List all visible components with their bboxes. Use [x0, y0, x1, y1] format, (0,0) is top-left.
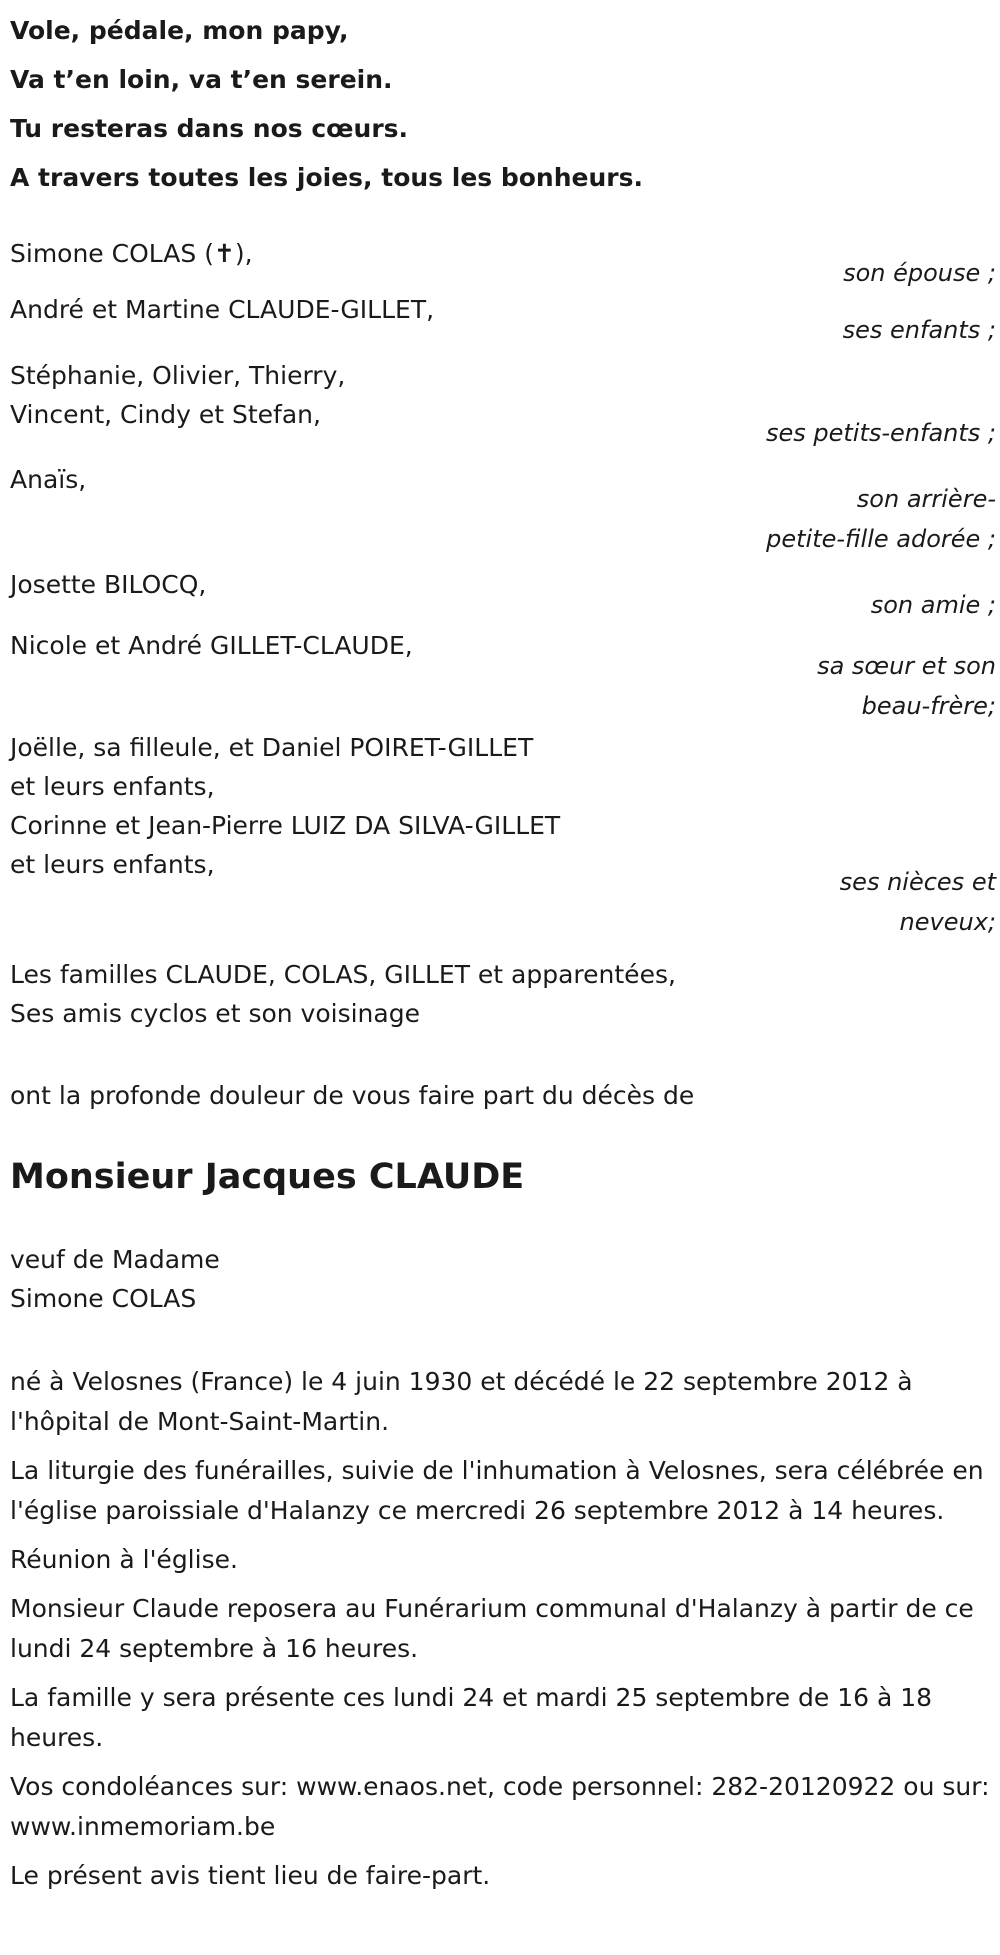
closing-line: Les familles CLAUDE, COLAS, GILLET et apparentées,: [10, 960, 676, 989]
mourner-names: [10, 565, 710, 604]
mourner-name-line: Joëlle, sa filleule, et Daniel POIRET-GILLET: [10, 733, 534, 762]
mourner-entry: [10, 728, 996, 936]
mourner-name-line: Nicole et André GILLET-CLAUDE,: [10, 631, 413, 660]
relation-line: son arrière-: [856, 485, 996, 513]
mourner-name-line: Anaïs,: [10, 465, 87, 494]
funerarium-paragraph: Monsieur Claude reposera au Funérarium communal d'Halanzy à partir de ce lundi 24 septembre à 16 heures.: [10, 1594, 974, 1663]
meeting-paragraph: Réunion à l'église.: [10, 1545, 238, 1574]
relation-line: ses nièces et: [839, 868, 996, 896]
mourner-relation: [766, 413, 996, 453]
poem-line: Vole, pédale, mon papy,: [10, 16, 349, 45]
mourner-name-line: Corinne et Jean-Pierre LUIZ DA SILVA-GILLET: [10, 811, 561, 840]
mourner-name-line: André et Martine CLAUDE-GILLET,: [10, 295, 435, 324]
poem-line: Va t’en loin, va t’en serein.: [10, 65, 393, 94]
families-and-friends: [10, 955, 676, 1033]
relation-line: son amie ;: [870, 591, 996, 619]
poem: [10, 6, 970, 202]
relation-line: son épouse ;: [843, 259, 996, 287]
widower-line: Simone COLAS: [10, 1284, 197, 1313]
mourner-name-line: Josette BILOCQ,: [10, 570, 207, 599]
mourner-entry: [10, 356, 996, 460]
condolences-paragraph: Vos condoléances sur: www.enaos.net, code personnel: 282-20120922 ou sur: www.inmemoriam.be: [10, 1772, 990, 1841]
poem-line: A travers toutes les joies, tous les bonheurs.: [10, 163, 643, 192]
mourner-entry: [10, 565, 996, 626]
birth-death-paragraph: né à Velosnes (France) le 4 juin 1930 et décédé le 22 septembre 2012 à l'hôpital de Mont-Saint-Martin.: [10, 1367, 913, 1436]
mourner-relation: [843, 253, 996, 293]
relation-line: beau-frère;: [861, 692, 996, 720]
mourner-entry: [10, 626, 996, 728]
mourner-names: [10, 356, 710, 434]
mourner-name-line: et leurs enfants,: [10, 850, 215, 879]
mourner-names: [10, 626, 710, 665]
mourner-relation: [766, 479, 996, 559]
mourner-name-line: et leurs enfants,: [10, 772, 215, 801]
mourner-name-line: Stéphanie, Olivier, Thierry,: [10, 361, 346, 390]
relation-line: sa sœur et son: [817, 652, 996, 680]
mourner-relation: [817, 646, 996, 726]
liturgy-paragraph: La liturgie des funérailles, suivie de l'inhumation à Velosnes, sera célébrée en l'église paroissiale d'Halanzy ce mercredi 26 septembre 2012 à 14 heures.: [10, 1456, 984, 1525]
relation-line: petite-fille adorée ;: [766, 525, 996, 553]
mourner-names: [10, 728, 710, 884]
mourner-entry: [10, 460, 996, 565]
mourner-name-line: Vincent, Cindy et Stefan,: [10, 400, 321, 429]
notice-paragraph: Le présent avis tient lieu de faire-part.: [10, 1861, 491, 1890]
mourner-entry: [10, 290, 996, 356]
family-presence-paragraph: La famille y sera présente ces lundi 24 et mardi 25 septembre de 16 à 18 heures.: [10, 1683, 933, 1752]
deceased-name: Monsieur Jacques CLAUDE: [10, 1157, 525, 1197]
funeral-details: [10, 1362, 990, 1905]
mourner-relation: [871, 585, 996, 625]
closing-line: Ses amis cyclos et son voisinage: [10, 999, 420, 1028]
relation-line: ses petits-enfants ;: [765, 419, 996, 447]
mourner-names: [10, 234, 710, 273]
mourner-names: [10, 460, 710, 499]
widower-info: [10, 1240, 220, 1318]
mourner-relation: [840, 862, 996, 942]
mourner-entry: [10, 234, 996, 290]
mourners-list: [10, 234, 996, 936]
widower-line: veuf de Madame: [10, 1245, 220, 1274]
mourner-relation: [843, 310, 996, 350]
relation-line: ses enfants ;: [842, 316, 996, 344]
announcement-text: ont la profonde douleur de vous faire part du décès de: [10, 1081, 695, 1110]
mourner-name-line: Simone COLAS (✝),: [10, 239, 253, 268]
mourner-names: [10, 290, 710, 329]
poem-line: Tu resteras dans nos cœurs.: [10, 114, 409, 143]
relation-line: neveux;: [899, 908, 996, 936]
